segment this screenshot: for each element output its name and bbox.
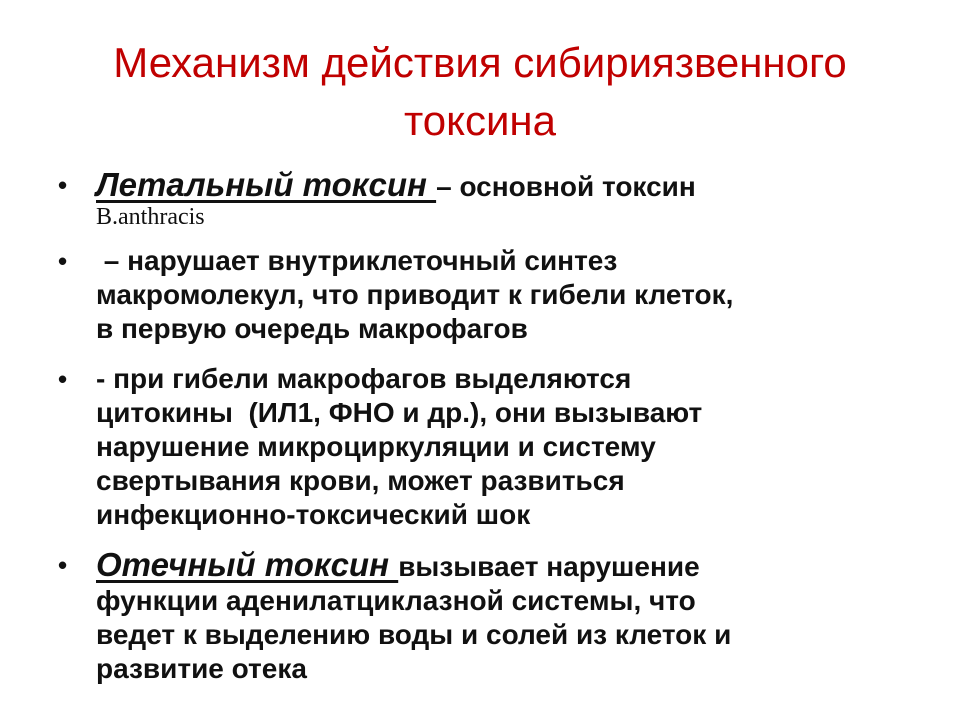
bullet-line: ведет к выделению воды и солей из клеток и <box>96 619 732 650</box>
bullet-list <box>58 168 918 686</box>
bullet-edema-toxin <box>58 548 918 686</box>
bullet-line: свертывания крови, может развиться <box>96 465 625 496</box>
bullet-line <box>96 168 918 204</box>
bullet-marker: • <box>58 364 68 394</box>
bullet-line: инфекционно-токсический шок <box>96 499 531 530</box>
bullet-line: функции аденилатциклазной системы, что <box>96 585 696 616</box>
bullet-line: в первую очередь макрофагов <box>96 313 528 344</box>
bullet-line: - при гибели макрофагов выделяются <box>96 363 632 394</box>
slide-title <box>40 34 920 150</box>
bullet-line: развитие отека <box>96 653 307 684</box>
bullet-lethal-toxin <box>58 168 918 230</box>
bullet-marker: • <box>58 550 68 580</box>
lethal-toxin-text: – основной токсин <box>436 171 696 202</box>
bullet-line <box>96 548 918 584</box>
species-name: B.anthracis <box>96 204 205 230</box>
edema-toxin-term: Отечный токсин <box>96 546 399 583</box>
bullet-marker: • <box>58 246 68 276</box>
bullet-marker: • <box>58 170 68 200</box>
bullet-line: нарушение микроциркуляции и систему <box>96 431 656 462</box>
bullet-line: макромолекул, что приводит к гибели клеток, <box>96 279 734 310</box>
bullet-line: – нарушает внутриклеточный синтез <box>96 245 618 276</box>
lethal-toxin-term: Летальный токсин <box>96 166 437 203</box>
bullet-synthesis-disruption <box>58 244 918 346</box>
edema-toxin-text: вызывает нарушение <box>398 551 700 582</box>
title-line-1: Механизм действия сибириязвенного <box>113 39 847 86</box>
title-line-2: токсина <box>404 97 556 144</box>
bullet-line: цитокины (ИЛ1, ФНО и др.), они вызывают <box>96 397 703 428</box>
bullet-cytokines <box>58 362 918 532</box>
